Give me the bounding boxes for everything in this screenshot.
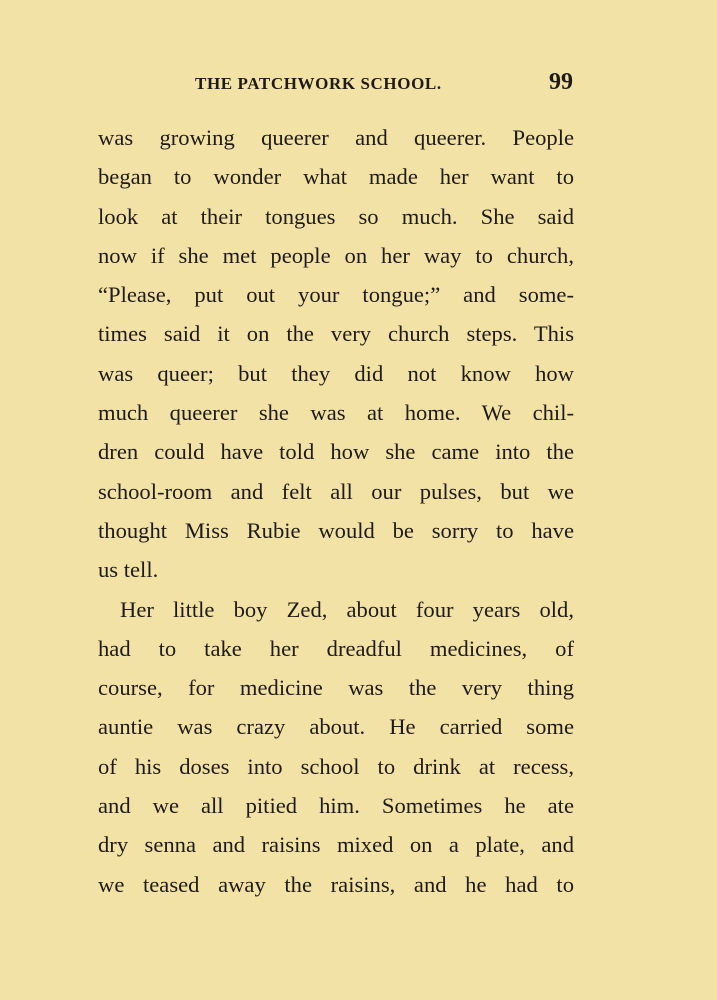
text-line: of his doses into school to drink at recess,: [98, 753, 574, 779]
text-line: auntie was crazy about. He carried some: [98, 714, 574, 740]
text-line: thought Miss Rubie would be sorry to have: [98, 517, 574, 543]
body-text: [98, 118, 574, 904]
text-line: had to take her dreadful medicines, of: [98, 635, 574, 661]
text-line: dren could have told how she came into the: [98, 439, 574, 465]
text-line: course, for medicine was the very thing: [98, 675, 574, 701]
page-number: 99: [549, 69, 573, 95]
text-line: us tell.: [98, 557, 159, 583]
running-head: [95, 69, 575, 98]
text-line: much queerer she was at home. We chil-: [98, 400, 574, 426]
text-line: dry senna and raisins mixed on a plate, and: [98, 832, 574, 858]
text-line: and we all pitied him. Sometimes he ate: [98, 793, 574, 819]
text-line: was queer; but they did not know how: [98, 360, 574, 386]
text-line: “Please, put out your tongue;” and some-: [98, 282, 574, 308]
running-head-title: THE PATCHWORK SCHOOL.: [195, 74, 442, 93]
text-line: times said it on the very church steps. This: [98, 321, 574, 347]
text-line: look at their tongues so much. She said: [98, 203, 574, 229]
paragraph-2: [98, 590, 574, 904]
text-line: now if she met people on her way to church,: [98, 242, 574, 268]
text-line: began to wonder what made her want to: [98, 164, 574, 190]
text-line: school-room and felt all our pulses, but we: [98, 478, 574, 504]
text-line: we teased away the raisins, and he had to: [98, 871, 574, 897]
text-line: Her little boy Zed, about four years old,: [120, 596, 574, 622]
paragraph-1: [98, 118, 574, 590]
text-line: was growing queerer and queerer. People: [98, 125, 574, 150]
